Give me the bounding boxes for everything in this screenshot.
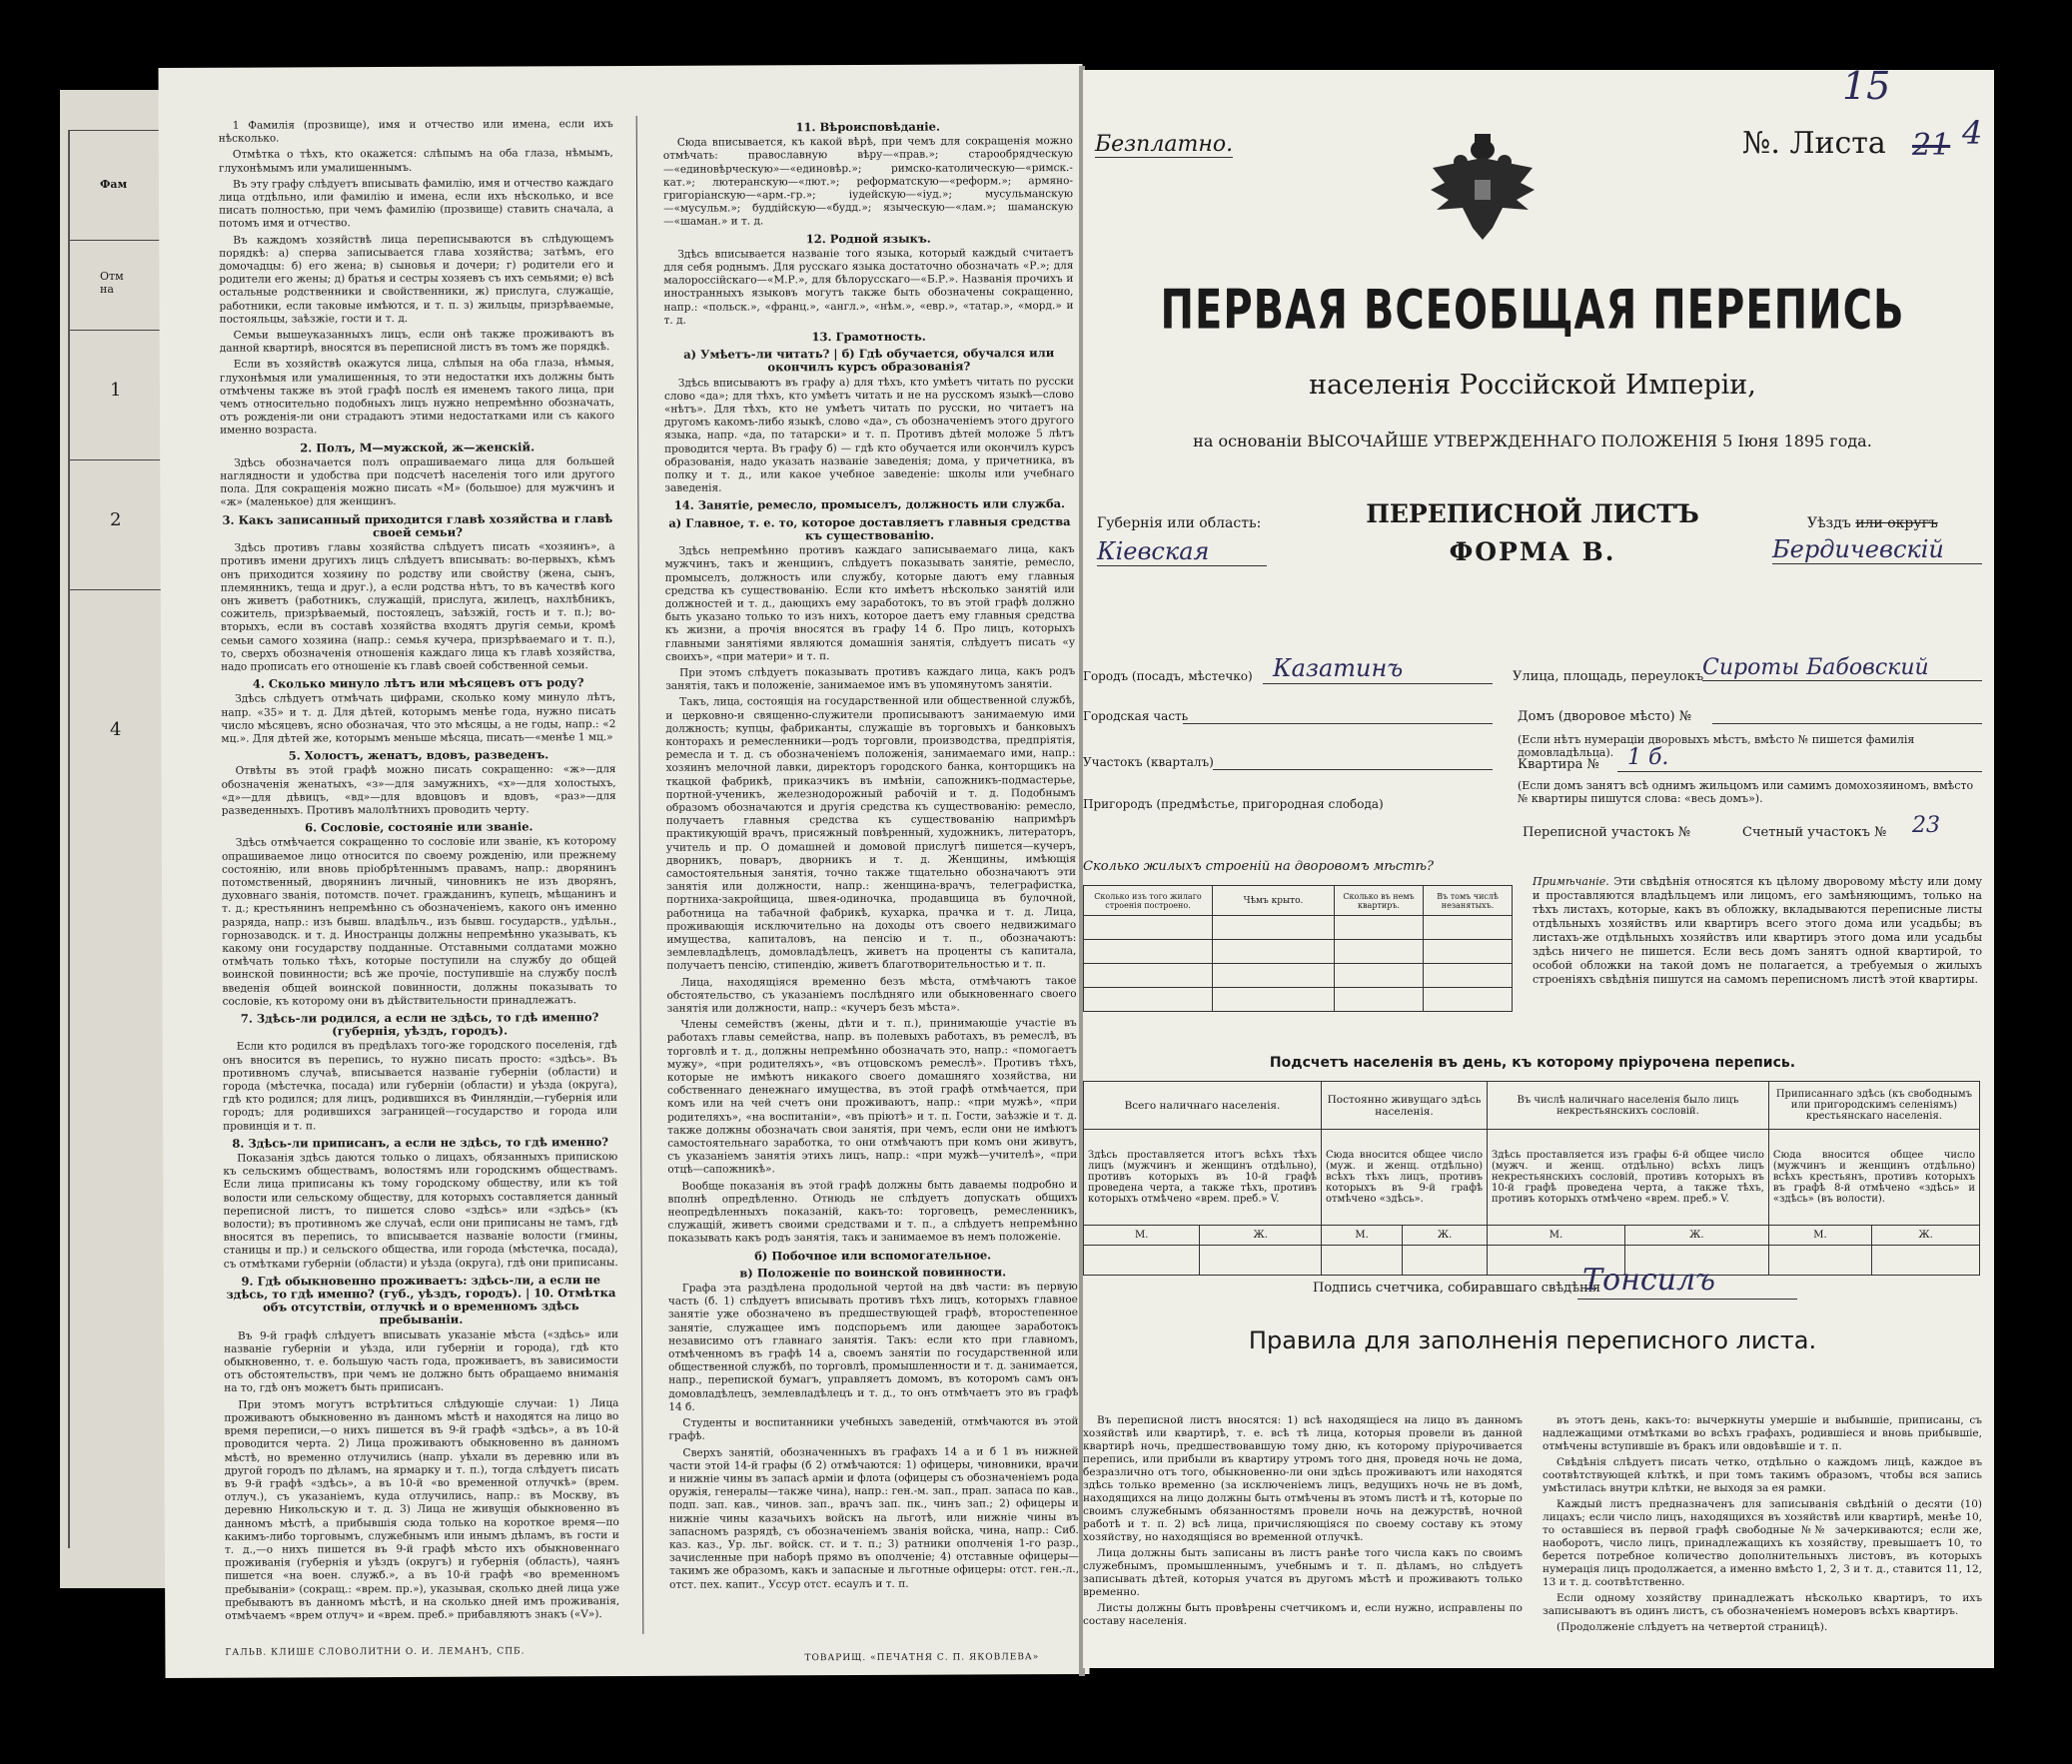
col1-paragraph: Если кто родился въ предѣлахъ того-же городского поселенія, гдѣ онъ вносится въ перепись, то нужно писать просто: «здѣсь». Въ противномъ случаѣ, вписывается названіе губерніи (области) и города (мѣстечка, посада) или губерніи (области) и уѣзда (округа), гдѣ кто родился; для лицъ, родившихся въ Финляндіи,—губернія или городъ; для родившихся заграницей—государство и города или провинція и т. п. [222, 1039, 618, 1133]
form-title: ПЕРЕПИСНОЙ ЛИСТЪ [1366, 499, 1699, 528]
buildings-header-apartments: Сколько въ немъ квартиръ. [1335, 886, 1424, 916]
count-area-label: Счетный участокъ № [1742, 825, 1887, 840]
sheet-number-label: №. Листа [1742, 126, 1886, 161]
apartment-value: 1 б. [1627, 745, 1669, 770]
rules-paragraph: Если одному хозяйству принадлежатъ нѣсколько квартиръ, то ихъ записываютъ въ одинъ листъ, съ обозначеніемъ номеровъ всѣхъ квартиръ. [1543, 1592, 1982, 1617]
col1-paragraph: 1 Фамилія (прозвище), имя и отчество или имена, если ихъ нѣсколько. [218, 118, 613, 145]
tally-header-nonpeasant: Въ числѣ наличнаго населенія было лицъ некрестьянскихъ сословій. [1488, 1082, 1769, 1130]
sheet-number-extra: 4 [1962, 114, 1983, 152]
col2-paragraph: Вообще показанія въ этой графѣ должны быть даваемы подробно и вполнѣ опредѣленно. Отнюдь не слѣдуетъ допускать общихъ неопредѣленныхъ показаній, какъ-то: торговецъ, ремесленникъ, служащій, живетъ своими средствами и т. п., а слѣдуетъ непремѣнно показывать какъ родъ занятія, такъ и занимаемое въ немъ положеніе. [667, 1178, 1078, 1246]
house-label: Домъ (дворовое мѣсто) № [1518, 709, 1692, 724]
col1-heading: 8. Здѣсь-ли приписанъ, а если не здѣсь, то гдѣ именно? [232, 1134, 609, 1151]
col1-paragraph: Здѣсь обозначается полъ опрашиваемаго лица для большей наглядности и удобства при подсчетѣ населенія того или другого пола. Для сокращенія можно писать «М» (большое) для мужчинъ и «ж» (маленькое) для женщинъ. [220, 454, 615, 509]
rules-paragraph: Свѣдѣнія слѣдуетъ писать четко, отдѣльно о каждомъ лицѣ, каждое въ соотвѣтствующей клѣткѣ, и при томъ такимъ образомъ, чтобы вся запись умѣстилась внутри клѣтки, не выходя за ея рамки. [1543, 1456, 1982, 1494]
city-part-line [1183, 723, 1493, 724]
col2-paragraph: Здѣсь непремѣнно противъ каждаго записываемаго лица, какъ мужчинъ, такъ и женщинъ, слѣдуетъ показывать занятіе, ремесло, промыселъ, должность или службу, которые даютъ ему главныя средства къ существованію. Если кто имѣетъ нѣсколько занятій или должностей и т. д., дающихъ ему заработокъ, то въ этой графѣ должно быть указано только то изъ нихъ, которое даетъ ему главныя средства къ жизни, а прочія вносятся въ графу 14 б. Про лицъ, которыхъ главными занятіями являются домашнія занятія, слѣдуетъ писать «у своихъ», «при матери» и т. п. [664, 543, 1076, 663]
col1-paragraph: Здѣсь отмѣчается сокращенно то сословіе или званіе, къ которому опрашиваемое лицо относится по своему рожденію, или прежнему состоянію, или вновь пріобрѣтеннымъ правамъ, напр.: дворянинъ потомственный, дворянинъ личный, чиновникъ не изъ дворянъ, духовнаго званія, потомств. почет. гражданинъ, купецъ, мѣщанинъ и т. д.; крестьянинъ непремѣнно съ обозначеніемъ, какого онъ именно разряда, напр.: изъ бывш. владѣльч., изъ бывш. государств., удѣльн., горнозаводск. и т. д. Иностранцы должны непремѣнно указывать, къ какому они государству подданные. Отставными солдатами можно отмѣчать только тѣхъ, которые поступили на службу до общей воинской повинности; всѣ же прочіе, поступившіе на службу послѣ введенія общей воинской повинности, должны показывать то сословіе, къ которому они въ дѣйствительности принадлежатъ. [221, 835, 617, 1008]
col2-paragraph: Сверхъ занятій, обозначенныхъ въ графахъ 14 а и б 1 въ нижней части этой 14-й графы (б 2) отмѣчаются: 1) офицеры, чиновники, врачи и нижніе чины въ запасѣ арміи и флота (офицеры съ обозначеніемъ рода оружія, генералы—также чина), напр.: ген.-м. зап., прап. запаса по кав., подп. зап. кав., чинов. зап., врачъ зап. пк., чинъ зап.; 2) офицеры и нижніе чины казачьихъ войскъ на льготѣ, или нижніе чины въ запасномъ разрядѣ, съ обозначеніемъ званія войска, чина, напр.: Сиб. каз. каз., Ур. льг. войск. ст. и т. п.; 3) ратники ополченія 1-го разр., зачисленные при наборѣ прямо въ ополченіе; 4) отставные офицеры—такимъ же образомъ, какъ и запасные и льготные офицеры: отст. ген.-л., отст. пех. капит., Уссур отст. есаулъ и т. п. [668, 1444, 1080, 1591]
col2-paragraph: Такъ, лица, состоящія на государственной или общественной службѣ, и церковно-и священно-служители прописываютъ занимаемую ими должность; купцы, фабриканты, служащіе въ торговыхъ и банковыхъ конторахъ и ремесленники—родъ торговли, производства, предпріятія, ремесла и т. д. съ обозначеніемъ положенія, занимаемаго ими, напр.: хозяинъ мелочной лавки, директоръ городского банка, конторщикъ на ткацкой фабрикѣ, приказчикъ въ имѣніи, сапожникъ-подмастерье, портной-ученикъ, железнодорожный рабочій и т. д. Подобнымъ образомъ обозначаются и другія средства къ существованію: ремесло, получаетъ главныя средства къ существованію напримѣръ практикующій врачъ, присяжный повѣренный, художникъ, литераторъ, учитель и пр. О домашней и домовой прислугѣ пишется—кучеръ, дворникъ, поваръ, дворникъ и т. д. Женщины, имѣющія самостоятельныя занятія, точно также тщательно обозначаютъ эти занятія или должности, напр.: женщина-врачъ, телеграфистка, портниха-закройщица, швея-одиночка, продавщица въ булочной, работница на табачной фабрикѣ, кухарка, прачка и т. д. Лица, проживающія исключительно на доходы отъ своего недвижимаго имущества, капиталовъ, на пенсію и т. п., обозначаютъ: землевладѣлецъ, домовладѣлецъ, живетъ на проценты съ капитала, получаетъ пенсію, стипендію, живетъ благотворительностью и т. п. [665, 694, 1077, 973]
count-area-value: 23 [1912, 813, 1940, 838]
suburb-label: Пригородъ (предмѣстье, пригородная слобода) [1083, 797, 1384, 811]
census-basis: на основаніи ВЫСОЧАЙШЕ УТВЕРЖДЕННАГО ПОЛОЖЕНІЯ 5 Іюня 1895 года. [1193, 432, 1872, 450]
rules-title: Правила для заполненія переписного листа. [1248, 1326, 1817, 1354]
station-line [1213, 769, 1493, 770]
city-part-label: Городская часть [1083, 709, 1189, 723]
col1-paragraph: Въ каждомъ хозяйствѣ лица переписываются въ слѣдующемъ порядкѣ: а) сперва записывается глава хозяйства; затѣмъ, его домочадцы: б) его жена; в) сыновья и дочери; г) родители его и родители его жены; д) братья и сестры хозяевъ съ ихъ семьями; е) всѣ остальные родственники и свойственники, ж) прислуга, служащіе, работники, если таковые имѣются, и т. п. з) жильцы, призрѣваемые, постояльцы, заѣзжіе, гости и т. д. [219, 232, 614, 326]
col1-heading: 4. Сколько минуло лѣтъ или мѣсяцевъ отъ роду? [252, 675, 584, 691]
province-value: Кіевская [1097, 537, 1267, 566]
col2-heading: 11. Вѣроисповѣданіе. [795, 119, 940, 135]
tally-desc-peasant: Сюда вносится общее число (мужчинъ и женщинъ отдѣльно) всѣхъ крестьянъ, противъ которыхъ въ графѣ 8-й отмѣчено «здѣсь» и «здѣсь» (въ волости). [1768, 1130, 1979, 1226]
column-divider [636, 116, 644, 1634]
col2-paragraph: Члены семействъ (жены, дѣти и т. п.), принимающіе участіе въ работахъ главы семейства, напр. въ полевыхъ работахъ, въ ремеслѣ, въ торговлѣ и т. д., должны непремѣнно обозначать это, напр.: «помогаетъ мужу», «при родителяхъ», «въ отцовскомъ ремеслѣ». Противъ тѣхъ, которые не имѣютъ никакого своего домашняго хозяйства, ни собственнаго денежнаго имущества, въ этой графѣ отмѣчается, при комъ или на чей счетъ они проживаютъ, напр.: «при мужѣ», «при родителяхъ», «на воспитаніи», «въ пріютѣ» и т. п. Гости, заѣзжіе и т. д. также должны обозначать свои занятія, при чемъ, если они не имѣютъ самостоятельнаго заработка, то они отмѣчаютъ при комъ они живутъ, съ указаніемъ занятія этихъ лицъ, напр.: «при мужѣ—учителѣ», «при отцѣ—сапожникѣ». [666, 1017, 1078, 1177]
left-page-instructions [158, 64, 1089, 1678]
tally-desc-total: Здѣсь проставляется итогъ всѣхъ тѣхъ лицъ (мужчинъ и женщинъ отдѣльно), противъ которыхъ въ 10-й графѣ проведена черта, а также тѣхъ, противъ которыхъ отмѣчено «врем. преб.» V. [1084, 1130, 1322, 1226]
census-area-label: Переписной участокъ № [1523, 825, 1691, 840]
col2-paragraph: Графа эта раздѣлена продольной чертой на двѣ части: въ первую часть (б. 1) слѣдуетъ вписывать противъ тѣхъ лицъ, которыхъ главное занятіе уже обозначено въ предшествующей графѣ, второстепенное занятіе, служащее имъ подспорьемъ или дающее заработокъ независимо отъ главнаго занятія. Такъ: если кто при главномъ, отмѣченномъ въ графѣ 14 а, своемъ занятіи по государственной или общественной службѣ, по торговлѣ, промышленности и т. д. занимается, напр., перепиской бумагъ, управляетъ домомъ, въ которомъ самъ онъ домовладѣлецъ, землевладѣлецъ и т. д., то онъ отмѣчаетъ это въ графѣ 14 б. [667, 1281, 1079, 1413]
form-type: ФОРМА В. [1449, 537, 1616, 566]
street-value: Сироты Бабовский [1702, 655, 1982, 681]
tally-desc-nonpeasant: Здѣсь проставляется изъ графы 6-й общее число (мужч. и женщ. отдѣльно) всѣхъ лицъ некрестьянскихъ сословій, противъ которыхъ въ 10-й графѣ проведена черта, а также тѣхъ, противъ которыхъ отмѣчено «врем. преб.» V. [1488, 1130, 1769, 1226]
col2-paragraph: При этомъ слѣдуетъ показывать противъ каждаго лица, какъ родъ занятія, такъ и положеніе, занимаемое имъ въ упомянутомъ занятіи. [665, 664, 1076, 692]
tally-f-1: Ж. [1200, 1226, 1322, 1246]
instructions-column-2 [663, 116, 1079, 1595]
tally-f-3: Ж. [1624, 1226, 1768, 1246]
col1-paragraph: Въ эту графу слѣдуетъ вписывать фамилію, имя и отчество каждаго лица отдѣльно, или фамилію и имена, если ихъ нѣсколько, и все писать полностью, при чемъ фамилію (прозвище) ставить сначала, а потомъ имя и отчество. [219, 176, 614, 231]
col1-paragraph: Отмѣтка о тѣхъ, кто окажется: слѣпымъ на оба глаза, нѣмымъ, глухонѣмымъ или умалишеннымъ. [218, 147, 613, 175]
col1-heading: 9. Гдѣ обыкновенно проживаетъ: здѣсь-ли, а если не здѣсь, то гдѣ именно? (губ., уѣздъ, городъ). | 10. Отмѣтка объ отсутствіи, отлучкѣ и о временномъ здѣсь пребываніи. [226, 1272, 616, 1327]
tally-title: Подсчетъ населенія въ день, къ которому пріурочена перепись. [1269, 1055, 1796, 1071]
tally-header-permanent: Постоянно живущаго здѣсь населенія. [1322, 1082, 1488, 1130]
col2-heading: а) Главное, т. е. то, которое доставляетъ главныя средства къ существованію. [668, 513, 1071, 543]
imprint-left: ГАЛЬВ. КЛИШЕ СЛОВОЛИТНИ О. И. ЛЕМАНЪ, СПБ. [225, 1646, 525, 1658]
instructions-column-1 [219, 118, 620, 1626]
rules-column-2 [1543, 1414, 1982, 1637]
col2-heading: 12. Родной языкъ. [805, 231, 931, 246]
city-line [1263, 683, 1493, 684]
col2-paragraph: Здѣсь вписывается названіе того языка, который каждый считаетъ для себя роднымъ. Для русскаго языка достаточно обозначать «Р.»; для малороссійскаго—«М.Р.», для бѣлорусскаго—«Б.Р.». Названія прочихъ и иностранныхъ языковъ могутъ также быть обозначены сокращенно, напр.: «польск.», «франц.», «англ.», «нѣм.», «евр.», «татар.», «морд.» и т. д. [663, 246, 1074, 327]
rules-paragraph: Лица должны быть записаны въ листъ ранѣе того числа какъ по своимъ служебнымъ, промышленнымъ, учебнымъ и т. п. дѣламъ, но слѣдуетъ записывать дѣтей, которыя учатся въ другомъ мѣстѣ и проживаютъ только временно. [1083, 1547, 1523, 1598]
signature: Тонсилъ [1582, 1263, 1716, 1298]
district-label-text: Уѣздъ [1807, 515, 1851, 531]
imperial-eagle-emblem [1423, 128, 1543, 246]
tally-header-total: Всего наличнаго населенія. [1084, 1082, 1322, 1130]
apartment-line [1617, 771, 1982, 772]
col1-heading: 5. Холостъ, женатъ, вдовъ, разведенъ. [288, 747, 549, 763]
census-title: ПЕРВАЯ ВСЕОБЩАЯ ПЕРЕПИСЬ [1160, 279, 1905, 343]
imprint-right: ТОВАРИЩ. «ПЕЧАТНЯ С. П. ЯКОВЛЕВА» [804, 1652, 1040, 1664]
tally-table [1083, 1081, 1980, 1276]
tally-desc-permanent: Сюда вносится общее число (муж. и женщ. отдѣльно) всѣхъ тѣхъ лицъ, противъ которыхъ въ 9-й графѣ отмѣчено «здѣсь». [1322, 1130, 1488, 1226]
col1-heading: 6. Сословіе, состояніе или званіе. [305, 819, 533, 835]
rules-paragraph: (Продолженіе слѣдуетъ на четвертой страницѣ). [1556, 1621, 1828, 1633]
district-label [1807, 515, 1938, 531]
col1-paragraph: Въ 9-й графѣ слѣдуетъ вписывать указаніе мѣста («здѣсь» или названіе губерніи и уѣзда, или губерніи и города), гдѣ кто обыкновенно, т. е. большую часть года, проживаетъ, въ зависимости отъ обстоятельствъ, при чемъ не должно быть обращаемо вниманія на то, гдѣ онъ можетъ быть приписанъ. [224, 1327, 619, 1395]
back-sheet-row-1: 1 [110, 380, 122, 401]
col2-heading: 14. Занятіе, ремесло, промыселъ, должность или служба. [673, 496, 1066, 513]
col1-heading: 2. Полъ, М—мужской, ж—женскій. [300, 440, 535, 455]
sheet-number-value: 21 [1912, 128, 1951, 163]
census-subtitle: населенія Россійской Имперіи, [1309, 370, 1756, 401]
note-text: Эти свѣдѣнія относятся къ цѣлому дворовому мѣсту или дому и проставляются владѣльцемъ или лицомъ, его замѣняющимъ, только на тѣхъ листахъ, которые, какъ въ обложку, вкладываются переписные листы отдѣльныхъ хозяйствъ или квартиръ всего этого дома или усадьбы; въ листахъ-же отдѣльныхъ хозяйствъ или квартиръ этого дома или усадьбы здѣсь ничего не пишется. Если весь домъ занятъ одной квартирой, то особой обложки на такой домъ не полагается, а требуемыя о жилыхъ строеніяхъ свѣдѣнія пишутся на самомъ переписномъ листѣ этой квартиры. [1533, 875, 1983, 986]
buildings-header-vacant: Въ томъ числѣ незанятыхъ. [1424, 886, 1513, 916]
house-note: (Если нѣтъ нумераціи дворовыхъ мѣстъ, вмѣсто № пишется фамилія домовладѣльца). [1518, 733, 1915, 759]
rules-paragraph: Каждый листъ предназначенъ для записыванія свѣдѣній о десяти (10) лицахъ; если число лицъ, находящихся въ хозяйствѣ или квартирѣ, менѣе 10, то оставшіеся въ первой графѣ свободные №№ зачеркиваются; если же, наоборотъ, число лицъ, принадлежащихъ къ хозяйству, превышаетъ 10, то берется потребное количество дополнительныхъ листовъ, въ которыхъ нумерація лицъ продолжается, а именно вмѣсто 1, 2, 3 и т. д., ставится 11, 12, 13 и т. д. соотвѣтственно. [1543, 1498, 1982, 1588]
col2-heading: б) Побочное или вспомогательное. [754, 1248, 992, 1264]
buildings-header-built: Сколько изъ того жилаго строенія построено. [1084, 886, 1213, 916]
free-label: Безплатно. [1095, 132, 1234, 157]
back-sheet-table-edge [68, 130, 174, 1548]
tally-m-4: М. [1768, 1226, 1871, 1246]
district-value: Бердичевскій [1772, 535, 1982, 564]
col2-paragraph: Студенты и воспитанники учебныхъ заведеній, отмѣчаются въ этой графѣ. [668, 1415, 1079, 1443]
tally-m-2: М. [1322, 1226, 1403, 1246]
buildings-table [1083, 885, 1513, 1012]
tally-f-2: Ж. [1403, 1226, 1488, 1246]
col1-paragraph: Показанія здѣсь даются только о лицахъ, обязанныхъ припискою къ сельскимъ обществамъ, волостямъ или городскимъ обществамъ. Если лица приписаны къ тому городскому обществу, или къ той волости или сельскому обществу, для которыхъ составляется данный переписной листъ, то пишется слово «здѣсь» или «здѣсь» (къ волости); въ противномъ же случаѣ, если они приписаны не тамъ, гдѣ вносятся въ перепись, то вписывается названіе волости (гмины, станицы и пр.) и сельского общества, или города (мѣстечка, посада), съ отмѣтками губерніи (области) и уѣзда (округа), гдѣ они приписаны. [223, 1151, 618, 1271]
tally-f-4: Ж. [1872, 1226, 1980, 1246]
col1-paragraph: Семьи вышеуказанныхъ лицъ, если онѣ также проживаютъ въ данной квартирѣ, вносятся въ переписной листъ въ томъ же порядкѣ. [219, 328, 614, 356]
col1-paragraph: Отвѣты въ этой графѣ можно писать сокращенно: «ж»—для обозначенія женатыхъ, «з»—для замужнихъ, «х»—для холостыхъ, «д»—для дѣвицъ, «вд»—для вдовцовъ и вдовъ, «раз»—для разведенныхъ. Противъ малолѣтнихъ проводить черту. [221, 763, 616, 817]
back-sheet-header-1: Фам [100, 178, 128, 191]
tally-m-3: М. [1488, 1226, 1625, 1246]
col2-paragraph: Здѣсь вписываютъ въ графу а) для тѣхъ, кто умѣетъ читать по русски слово «да»; для тѣхъ, кто умѣетъ читать и не на русскомъ языкѣ—слово «нѣтъ». Для тѣхъ, кто не умѣетъ читать по русски, но читаетъ на другомъ какомъ-либо языкѣ, слово «да», съ обозначеніемъ этого другого языка, напр. «да, по татарски» и т. п. Противъ дѣтей моложе 5 лѣтъ проводится черта. Въ графу б) — гдѣ кто обучается или окончилъ курсъ образованія, надо указать названіе заведенія; дома, у причетника, въ полку и т. д., или какое учебное заведеніе: школы или учебнаго заведенія. [663, 375, 1075, 495]
street-label: Улица, площадь, переулокъ [1513, 669, 1704, 684]
col1-paragraph: Если въ хозяйствѣ окажутся лица, слѣпыя на оба глаза, нѣмыя, глухонѣмыя или умалишенныя, то эти недостатки ихъ должны быть отмѣчены также въ этой графѣ послѣ ея именемъ такого лица, при чемъ относительно подобныхъ лицъ нужно непремѣнно обозначать, отъ рожденія-ли они страдаютъ этими недостатками или съ какого именно возраста. [219, 357, 615, 438]
back-sheet-header-2: Отм на [100, 270, 124, 296]
tally-header-peasant: Приписаннаго здѣсь (къ свободнымъ или пригородскимъ селеніямъ) крестьянскаго населенія. [1768, 1082, 1979, 1130]
col2-heading: 13. Грамотность. [811, 329, 926, 345]
house-line [1712, 723, 1982, 724]
back-sheet-row-4: 4 [110, 719, 122, 740]
signature-label: Подпись счетчика, собиравшаго свѣдѣнія [1313, 1281, 1601, 1296]
tally-m-1: М. [1084, 1226, 1200, 1246]
col1-heading: 3. Какъ записанный приходится главѣ хозяйства и главѣ своей семьи? [222, 510, 613, 539]
note-block [1533, 875, 1982, 987]
col1-paragraph: При этомъ могутъ встрѣтиться слѣдующіе случаи: 1) Лица проживаютъ обыкновенно въ данномъ мѣстѣ и находятся на лицо во время переписи,—о нихъ пишется въ 9-й графѣ «здѣсь», а въ 10-й проводится черта. 2) Лица проживаютъ обыкновенно въ данномъ мѣстѣ, но временно отлучились (напр. уѣхали въ деревню или въ другой городъ по дѣламъ, на ярмарку и т. п.), тогда слѣдуетъ писать въ 9-й графѣ «здѣсь», а въ 10-й «во временной отлучкѣ» (врем. отлуч.), съ указаніемъ, куда отлучились, напр.: въ Москву, въ деревню Никольскую и т. д. 3) Лица не живущія обыкновенно въ данномъ мѣстѣ, а прибывшія сюда только на короткое время—по какимъ-либо торговымъ, служебнымъ или инымъ дѣламъ, въ гости и т. д.,—о нихъ пишется въ 9-й графѣ мѣсто ихъ обыкновеннаго проживанія (губернія и уѣздъ (округъ) и губернія (область), чаянъ пишется «на воен. служб.», а въ 10-й графѣ «во временномъ пребываніи» (сокращ.: «врем. пр.»), указывая, сколько дней лица уже пребываютъ въ данномъ мѣстѣ, и на сколько дней имъ проживанія, отмѣчаемъ «врем отлуч» и «врем. преб.» прибавляютъ знакъ («V»). [224, 1396, 620, 1622]
col1-paragraph: Здѣсь слѣдуетъ отмѣчать цифрами, сколько кому минуло лѣтъ, напр. «35» и т. д. Для дѣтей, которымъ менѣе года, нужно писать число мѣсяцевъ, ясно обозначая, что это мѣсяцы, а не годы, напр.: «2 мц.». Для дѣтей же, которымъ меньше мѣсяца, писать—«менѣе 1 мц.» [221, 691, 616, 745]
rules-paragraph: въ этотъ день, какъ-то: вычеркнуты умершіе и выбывшіе, приписаны, съ надлежащими отмѣтками во всѣхъ графахъ, родившіеся и вновь прибывшіе, отмѣчены вступившіе въ бракъ или овдовѣвшіе и т. п. [1543, 1414, 1982, 1452]
buildings-question: Сколько жилыхъ строеній на дворовомъ мѣстѣ? [1083, 859, 1434, 874]
col2-heading: а) Умѣетъ-ли читать? | б) Гдѣ обучается, обучался или окончилъ курсъ образованія? [683, 346, 1055, 375]
apartment-label: Квартира № [1518, 757, 1599, 772]
province-label: Губернія или область: [1097, 515, 1262, 531]
col2-paragraph: Лица, находящіяся временно безъ мѣста, отмѣчаютъ такое обстоятельство, съ указаніемъ послѣдняго или обыкновеннаго своего занятія или должности, напр.: «кучеръ безъ мѣста». [666, 974, 1077, 1015]
rules-column-1 [1083, 1414, 1523, 1631]
city-value: Казатинъ [1273, 654, 1404, 682]
corner-number: 15 [1842, 64, 1891, 108]
apartment-note: (Если домъ занятъ всѣ однимъ жильцомъ или самимъ домохозяиномъ, вмѣсто № квартиры пишутся слова: «весь домъ»). [1518, 779, 1974, 805]
col1-paragraph: Здѣсь противъ главы хозяйства слѣдуетъ писать «хозяинъ», а противъ имени другихъ лицъ слѣдуетъ вписывать: во-первыхъ, кѣмъ онъ приходится хозяину по родству или свойству (жена, сынъ, племянникъ, теща и друг.), а если родства нѣтъ, то въ качествѣ кого онъ живетъ (работникъ, служащій, прислуга, жилецъ, нахлѣбникъ, сожитель, призрѣваемый, постоялецъ, заѣзжій, гость и т. п.); во-вторыхъ, если въ составѣ хозяйства входятъ другія семьи, кромѣ семьи самого хозяина (напр.: семья кучера, призрѣваемаго и т. п.), то, сверхъ обозначенія отношенія каждаго лица къ главѣ хозяйства, надо прописать его отношеніе къ главѣ своей собственной семьи. [220, 540, 616, 673]
signature-line [1577, 1299, 1797, 1300]
buildings-header-roof: Чѣмъ крыто. [1213, 886, 1335, 916]
rules-paragraph: Въ переписной листъ вносятся: 1) всѣ находящіеся на лицо въ данномъ хозяйствѣ или квартирѣ, т. е. всѣ тѣ лица, которыя провели въ данной квартирѣ ночь, предшествовавшую тому дню, къ которому пріурочивается перепись, или прибыли въ квартиру утромъ того дня, проведя ночь не дома, безразлично отъ того, обыкновенно-ли они здѣсь проживаютъ или находятся здѣсь только временно (за исключеніемъ лицъ, ведущихъ ночь не въ домѣ, находящихся на лицо должны быть отмѣчены въ этомъ листѣ и тѣ, которые по своимъ служебнымъ обязанностямъ провели ночь на дежурствѣ, ночной работѣ и т. п. 2) всѣ лица, причисляющіяся по своему составу къ этому хозяйству, но находящіяся во временной отлучкѣ. [1083, 1414, 1523, 1543]
col1-heading: 7. Здѣсь-ли родился, а если не здѣсь, то гдѣ именно? (губернія, уѣздъ, городъ). [240, 1010, 599, 1039]
col2-paragraph: Сюда вписывается, къ какой вѣрѣ, при чемъ для сокращенія можно отмѣчать: православную вѣру—«прав.»; старообрядческую—«единовѣрческую»—«единовѣр.»; римско-католическую—«римск.-кат.»; лютеранскую—«лют.»; реформатскую—«реформ.»; армяно-григоріанскую—«арм.-гр.»; іудейскую—«іуд.»; мусульманскую—«мусульм.»; буддійскую—«будд.»; языческую—«лам.»; шаманскую—«шаман.» и т. д. [662, 135, 1074, 229]
census-form-page [1083, 64, 1994, 1668]
station-label: Участокъ (кварталъ) [1083, 755, 1214, 769]
rules-paragraph: Листы должны быть провѣрены счетчикомъ и, если нужно, исправлены по составу населенія. [1083, 1602, 1523, 1627]
district-label-struck: или округъ [1855, 515, 1938, 531]
col2-heading: в) Положеніе по воинской повинности. [739, 1265, 1007, 1281]
note-label: Примѣчаніе. [1533, 875, 1609, 888]
back-sheet-row-2: 2 [110, 509, 122, 530]
city-label: Городъ (посадъ, мѣстечко) [1083, 669, 1253, 683]
